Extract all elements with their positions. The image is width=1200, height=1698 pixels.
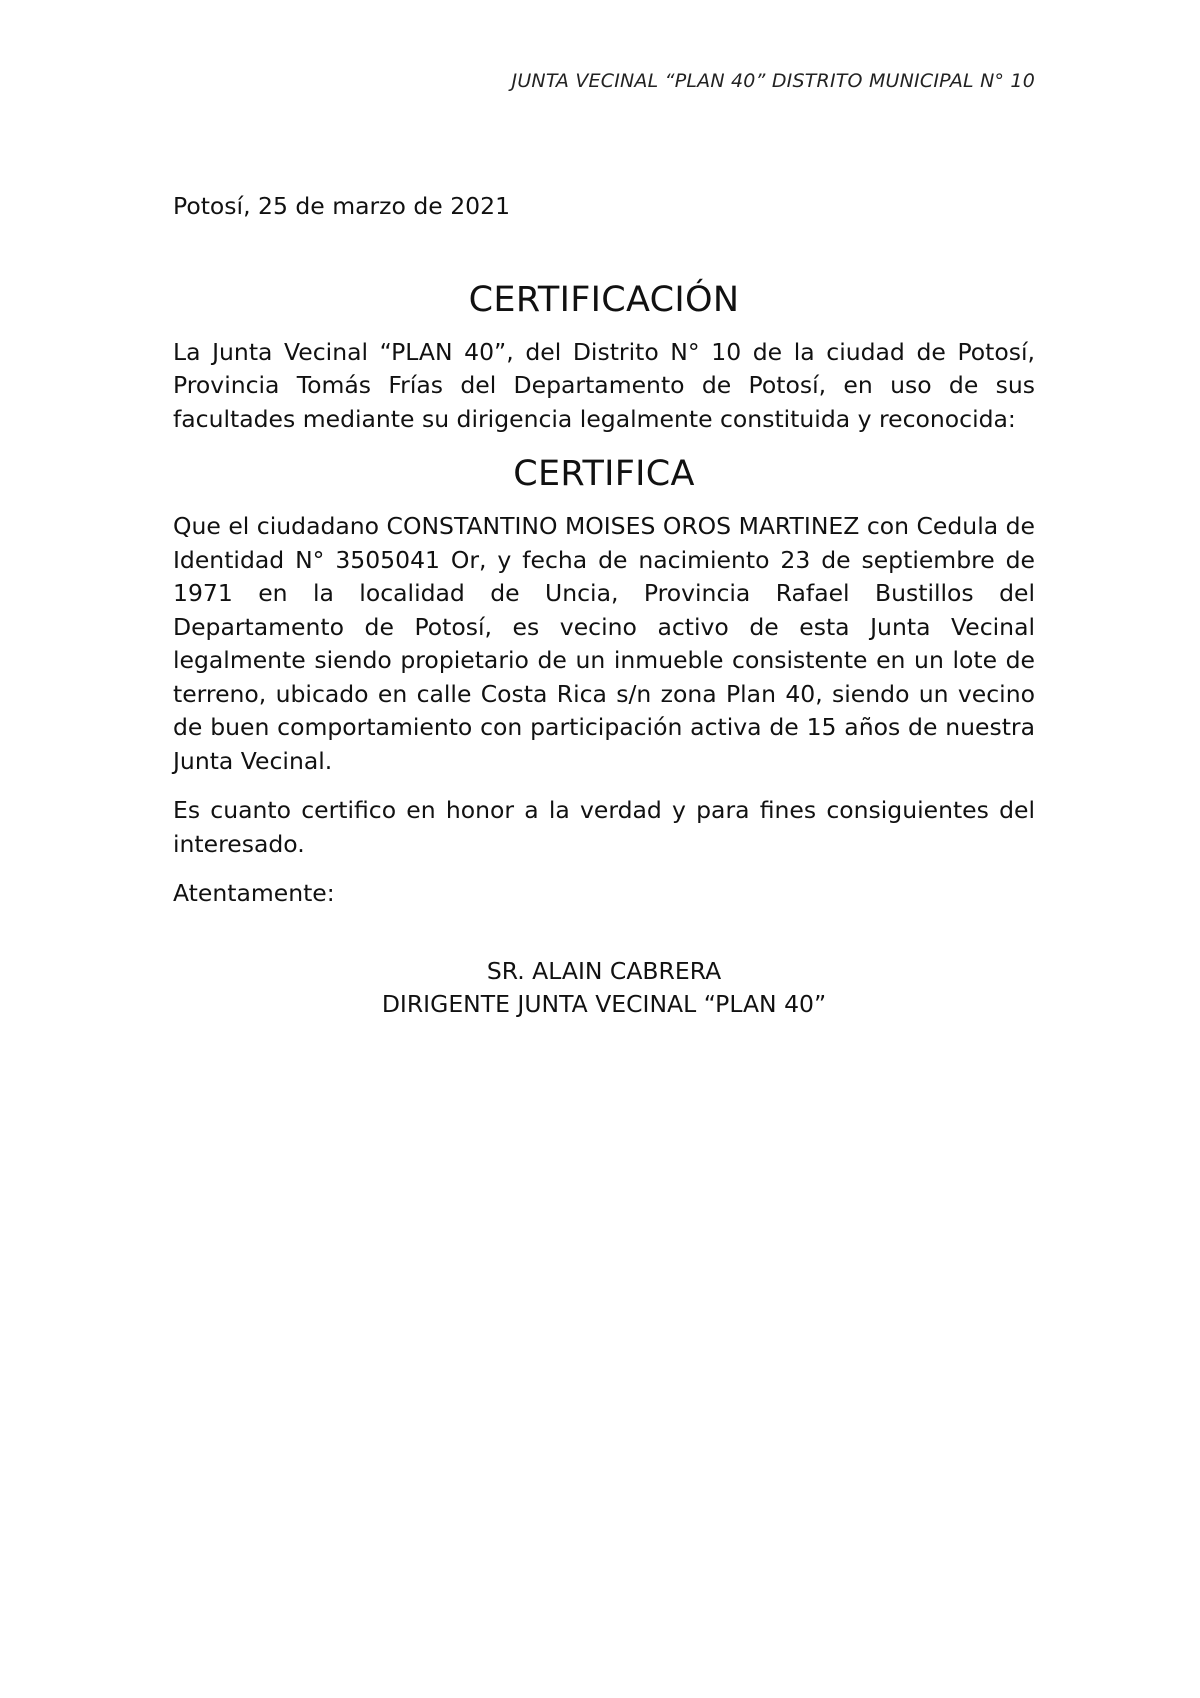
signatory-name: SR. ALAIN CABRERA (486, 956, 722, 985)
certifica-heading: CERTIFICA (513, 454, 695, 494)
document-body (173, 190, 1035, 1021)
page-header: JUNTA VECINAL “PLAN 40” DISTRITO MUNICIPAL N° 10 (511, 70, 1035, 92)
closing-statement: Es cuanto certifico en honor a la verdad y para fines consiguientes del interesado. (173, 796, 1035, 858)
document-date: Potosí, 25 de marzo de 2021 (173, 192, 511, 220)
signature-block (173, 955, 1035, 1021)
intro-paragraph: La Junta Vecinal “PLAN 40”, del Distrito N° 10 de la ciudad de Potosí, Provincia Tomás Frías del Departamento de Potosí, en uso de sus facultades mediante su dirigencia legalmente constituida y reconocida: (173, 337, 1035, 433)
valediction: Atentamente: (173, 879, 335, 907)
document-title: CERTIFICACIÓN (468, 279, 740, 320)
certification-paragraph: Que el ciudadano CONSTANTINO MOISES OROS MARTINEZ con Cedula de Identidad N° 3505041 Or, y fecha de nacimiento 23 de septiembre de 1971 en la localidad de Uncia, Provincia Rafael Bustillos del Departamento de Potosí, es vecino activo de esta Junta Vecinal legalmente siendo propietario de un inmueble consistente en un lote de terreno, ubicado en calle Costa Rica s/n zona Plan 40, siendo un vecino de buen comportamiento con participación activa de 15 años de nuestra Junta Vecinal. (173, 512, 1035, 775)
signatory-role: DIRIGENTE JUNTA VECINAL “PLAN 40” (381, 989, 827, 1018)
